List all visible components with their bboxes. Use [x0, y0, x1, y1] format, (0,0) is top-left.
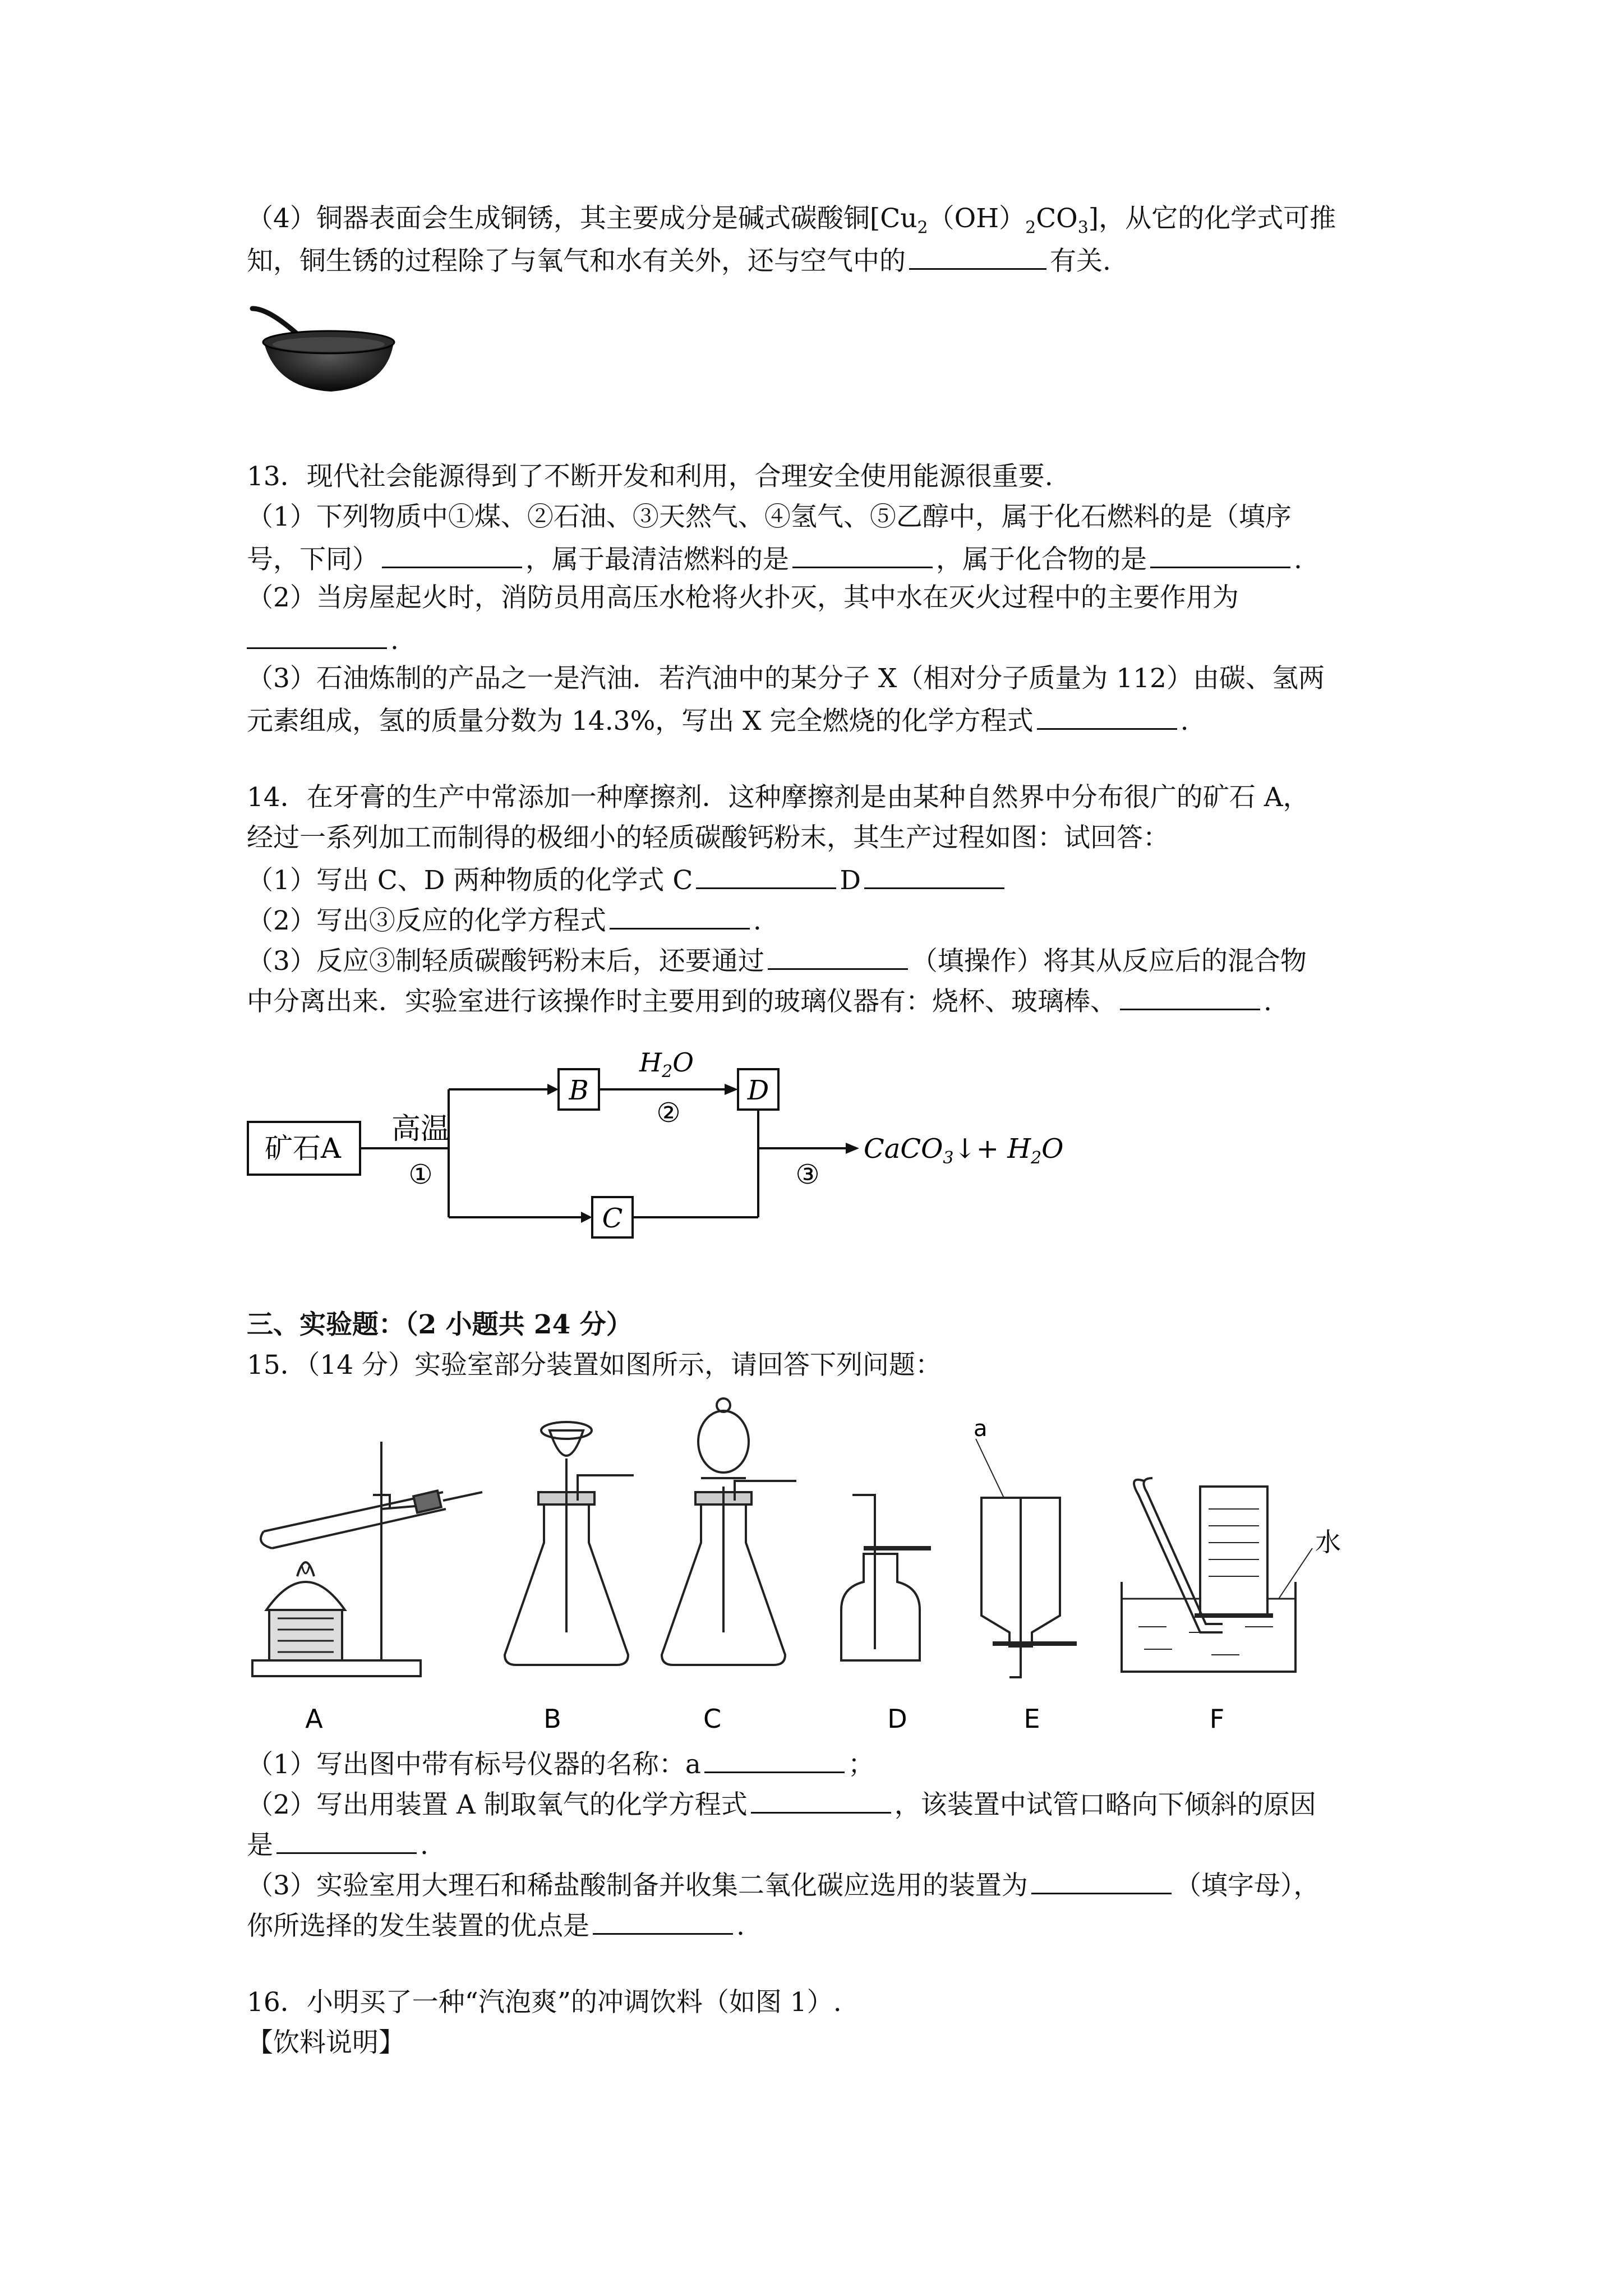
text: CO: [1036, 203, 1078, 234]
q14-part1: [247, 862, 1391, 898]
answer-blank[interactable]: [610, 902, 750, 930]
text: .: [1294, 544, 1302, 575]
q13-title: 13．现代社会能源得到了不断开发和利用，合理安全使用能源很重要.: [247, 461, 1053, 492]
text: （3）反应③制轻质碳酸钙粉末后，还要通过: [247, 946, 764, 977]
product-label: CaCO$_3$↓+ $H_2O$: [864, 1133, 1064, 1168]
label-water: 水: [1315, 1527, 1341, 1557]
apparatus-e: [976, 1439, 1077, 1677]
q12-part4-line2: [247, 242, 1391, 278]
answer-blank[interactable]: [1150, 541, 1290, 568]
q16-title: 16．小明买了一种“汽泡爽”的冲调饮料（如图 1）.: [247, 1987, 842, 2018]
text: （1）写出 C、D 两种物质的化学式 C: [247, 865, 693, 896]
label-D: D: [887, 1704, 907, 1734]
step1-label: ①: [408, 1159, 433, 1190]
q15-part3-line2: [247, 1907, 1391, 1943]
subscript: 2: [1025, 218, 1036, 238]
label-E: E: [1023, 1704, 1040, 1734]
text: .: [390, 625, 399, 656]
answer-blank[interactable]: [593, 1907, 733, 1935]
answer-blank[interactable]: [247, 622, 387, 649]
apparatus-b: [505, 1422, 634, 1665]
answer-blank[interactable]: [751, 1786, 891, 1814]
text: （1）写出图中带有标号仪器的名称：a: [247, 1749, 701, 1780]
text: （2）写出③反应的化学方程式: [247, 905, 606, 936]
q14-title: 14．在牙膏的生产中常添加一种摩擦剂．这种摩擦剂是由某种自然界中分布很广的矿石 A，: [247, 782, 1310, 813]
text: .: [1264, 986, 1272, 1017]
section-heading: 三、实验题：（2 小题共 24 分）: [247, 1309, 633, 1340]
apparatus-d: [841, 1495, 931, 1660]
d-label: D: [747, 1075, 769, 1106]
label-C: C: [703, 1704, 722, 1734]
text: ，属于最清洁燃料的是: [525, 544, 789, 575]
q12-part4-line1: [247, 202, 1391, 236]
q15-part3-line1: [247, 1867, 1391, 1903]
text: 你所选择的发生装置的优点是: [247, 1911, 589, 1941]
lab-apparatus-figure: [247, 1397, 1402, 1733]
step3-label: ③: [795, 1159, 820, 1190]
answer-blank[interactable]: [768, 942, 908, 970]
label-A: A: [305, 1704, 323, 1734]
answer-blank[interactable]: [1120, 983, 1260, 1010]
answer-blank[interactable]: [909, 242, 1046, 270]
step2-label: ②: [656, 1097, 681, 1129]
ore-a-label: 矿石A: [264, 1132, 342, 1165]
text: .: [736, 1911, 745, 1941]
q13-part3-line1: （3）石油炼制的产品之一是汽油．若汽油中的某分子 X（相对分子质量为 112）由碳、氢两: [247, 663, 1325, 694]
q13-part1-line1: （1）下列物质中①煤、②石油、③天然气、④氢气、⑤乙醇中，属于化石燃料的是（填序: [247, 501, 1292, 532]
text: 是: [247, 1830, 273, 1861]
answer-blank[interactable]: [1031, 1867, 1172, 1894]
q15-title: 15．（14 分）实验室部分装置如图所示，请回答下列问题：: [247, 1350, 942, 1381]
answer-blank[interactable]: [704, 1746, 845, 1773]
q14-part3-line2: [247, 983, 1391, 1019]
text: （填字母），: [1174, 1870, 1320, 1901]
q15-part2-line2: [247, 1826, 1391, 1862]
text: （OH）: [928, 203, 1026, 234]
q14-line2: 经过一系列加工而制得的极细小的轻质碳酸钙粉末，其生产过程如图：试回答：: [247, 822, 1169, 853]
q14-part2: [247, 902, 1391, 938]
text: （2）写出用装置 A 制取氧气的化学方程式: [247, 1789, 748, 1820]
text: （3）实验室用大理石和稀盐酸制备并收集二氧化碳应选用的装置为: [247, 1870, 1028, 1901]
q13-part3-line2: [247, 702, 1391, 738]
text: .: [753, 905, 762, 936]
subscript: 2: [917, 218, 928, 238]
text: ；: [847, 1749, 874, 1780]
subscript: 3: [1077, 218, 1089, 238]
apparatus-a: [252, 1442, 482, 1676]
water-label: $H_2O$: [639, 1047, 694, 1082]
q13-part1-line2: [247, 541, 1391, 577]
answer-blank[interactable]: [864, 862, 1004, 889]
text: .: [420, 1830, 428, 1861]
high-temp-label: 高温: [391, 1112, 450, 1146]
label-a: a: [974, 1416, 988, 1442]
text: 中分离出来．实验室进行该操作时主要用到的玻璃仪器有：烧杯、玻璃棒、: [247, 986, 1117, 1017]
text: 号，下同）: [247, 544, 379, 575]
apparatus-c: [662, 1398, 796, 1665]
apparatus-f: [1122, 1478, 1312, 1672]
text: （4）铜器表面会生成铜锈，其主要成分是碱式碳酸铜[Cu: [247, 203, 917, 234]
production-flow-diagram: [247, 1049, 1077, 1234]
answer-blank[interactable]: [1037, 702, 1177, 730]
q14-part3-line1: [247, 942, 1391, 978]
label-B: B: [543, 1704, 561, 1734]
label-F: F: [1209, 1704, 1225, 1734]
q13-part2-line1: （2）当房屋起火时，消防员用高压水枪将火扑灭，其中水在灭火过程中的主要作用为: [247, 582, 1239, 613]
text: 元素组成，氢的质量分数为 14.3%，写出 X 完全燃烧的化学方程式: [247, 706, 1034, 737]
text: ，属于化合物的是: [936, 544, 1147, 575]
text: 有关.: [1050, 246, 1111, 277]
text: ]，从它的化学式可推: [1088, 203, 1336, 234]
wok-pan-image: [247, 297, 404, 398]
text: .: [1180, 706, 1189, 737]
q16-sub-heading: 【饮料说明】: [247, 2027, 405, 2058]
q15-part1: [247, 1746, 1391, 1782]
text: 知，铜生锈的过程除了与氧气和水有关外，还与空气中的: [247, 246, 906, 277]
b-label: B: [569, 1075, 589, 1106]
answer-blank[interactable]: [382, 541, 522, 568]
answer-blank[interactable]: [696, 862, 836, 889]
text: D: [840, 865, 861, 896]
answer-blank[interactable]: [276, 1826, 417, 1854]
text: （填操作）将其从反应后的混合物: [911, 946, 1307, 977]
q13-part2-line2: [247, 622, 1391, 657]
c-label: C: [602, 1203, 623, 1234]
answer-blank[interactable]: [792, 541, 933, 568]
text: ，该装置中试管口略向下倾斜的原因: [894, 1789, 1316, 1820]
q15-part2-line1: [247, 1786, 1391, 1822]
